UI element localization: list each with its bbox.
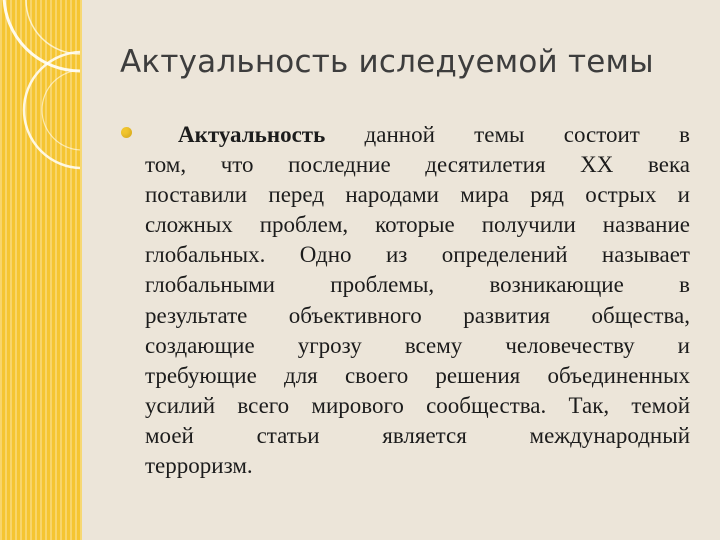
paragraph-line: глобальных. Одно из определений называет	[145, 242, 690, 268]
body-paragraph	[145, 120, 690, 481]
paragraph-line: глобальными проблемы, возникающие в	[145, 272, 690, 298]
paragraph-line: том, что последние десятилетия XX века	[145, 152, 690, 178]
paragraph-line: поставили перед народами мира ряд острых и	[145, 182, 690, 208]
circle-arcs-decoration-icon	[0, 0, 80, 540]
bold-lead-word: Актуальность	[178, 122, 326, 147]
paragraph-line: результате объективного развития общества,	[145, 302, 690, 328]
paragraph-line: создающие угрозу всему человечеству и	[145, 332, 690, 358]
bullet-icon	[121, 127, 132, 138]
paragraph-line: терроризм.	[145, 453, 253, 479]
paragraph-line: моей статьи является международный	[145, 422, 690, 448]
decorative-sidebar	[0, 0, 80, 540]
sidebar-divider	[80, 0, 82, 540]
slide-title: Актуальность иследуемой темы	[120, 44, 654, 80]
paragraph-line: усилий всего мирового сообщества. Так, темой	[145, 392, 690, 418]
paragraph-line-text: данной темы состоит в	[325, 122, 690, 147]
paragraph-line: сложных проблем, которые получили название	[145, 212, 690, 238]
paragraph-line	[145, 120, 690, 150]
paragraph-line: требующие для своего решения объединенных	[145, 362, 690, 388]
